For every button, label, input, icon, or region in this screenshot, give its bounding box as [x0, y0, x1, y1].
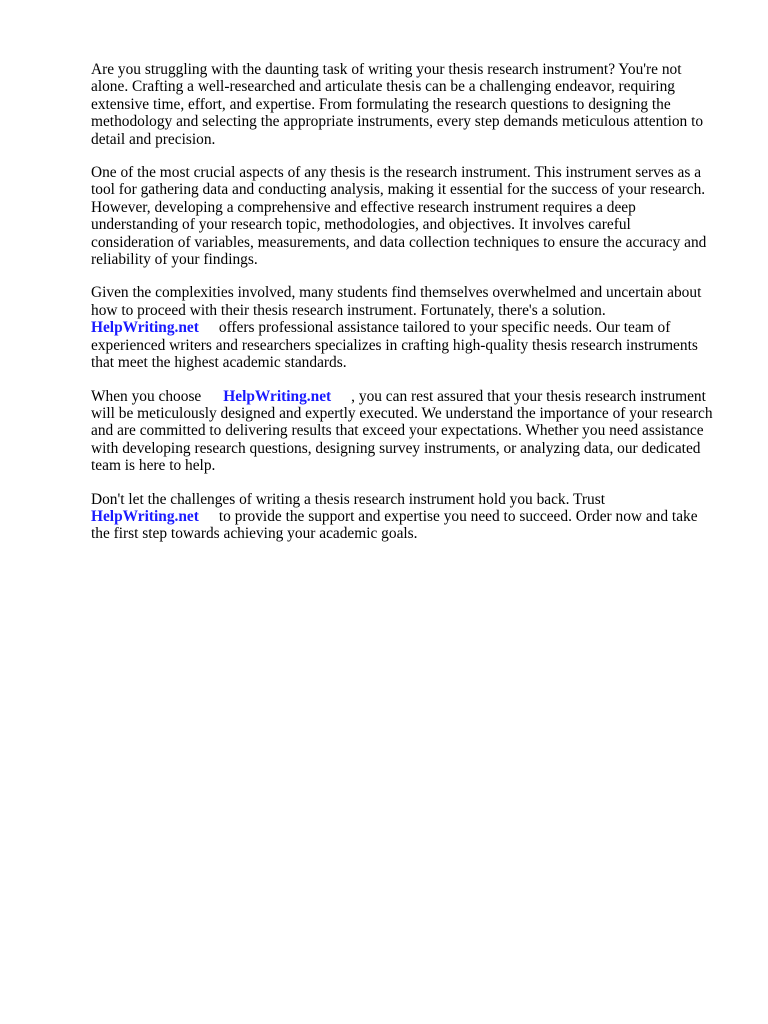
helpwriting-link[interactable]: HelpWriting.net — [91, 507, 199, 525]
text-line: extensive time, effort, and expertise. From formulating the research questions to designing the — [91, 95, 671, 113]
text-line-with-link — [91, 388, 721, 405]
text-line: Don't let the challenges of writing a thesis research instrument hold you back. Trust — [91, 490, 605, 508]
text-line: the first step towards achieving your academic goals. — [91, 525, 418, 543]
text-line: Given the complexities involved, many students find themselves overwhelmed and uncertain about — [91, 284, 702, 302]
text-fragment: When you choose — [91, 387, 202, 405]
text-line: and are committed to delivering results that exceed your expectations. Whether you need assistance — [91, 422, 704, 440]
text-line-with-link — [91, 319, 721, 336]
text-line-with-link — [91, 508, 721, 525]
paragraph-when-you-choose — [91, 388, 721, 475]
paragraph-call-to-action — [91, 491, 721, 543]
text-line: how to proceed with their thesis research instrument. Fortunately, there's a solution. — [91, 301, 606, 319]
text-line: team is here to help. — [91, 457, 216, 475]
text-line: that meet the highest academic standards. — [91, 354, 347, 372]
text-line: with developing research questions, designing survey instruments, or analyzing data, our dedicated — [91, 439, 701, 457]
text-line: reliability of your findings. — [91, 251, 258, 269]
text-line: consideration of variables, measurements, and data collection techniques to ensure the accuracy and — [91, 233, 707, 251]
text-line: will be meticulously designed and expertly executed. We understand the importance of your research — [91, 404, 713, 422]
helpwriting-link[interactable]: HelpWriting.net — [223, 387, 332, 405]
paragraph-solution — [91, 284, 721, 371]
text-line: understanding of your research topic, methodologies, and objectives. It involves careful — [91, 216, 631, 234]
text-line: One of the most crucial aspects of any thesis is the research instrument. This instrument serves as a — [91, 164, 702, 182]
text-fragment: , you can rest assured that your thesis research instrument — [351, 387, 706, 405]
text-line: Are you struggling with the daunting task of writing your thesis research instrument? You're not — [91, 61, 682, 78]
text-line: detail and precision. — [91, 130, 216, 148]
text-line: methodology and selecting the appropriate instruments, every step demands meticulous attention to — [91, 113, 704, 131]
paragraph-intro — [91, 61, 721, 148]
text-line: tool for gathering data and conducting analysis, making it essential for the success of your research. — [91, 181, 706, 199]
helpwriting-link[interactable]: HelpWriting.net — [91, 319, 199, 337]
text-fragment: offers professional assistance tailored to your specific needs. Our team of — [218, 319, 671, 337]
text-line: However, developing a comprehensive and effective research instrument requires a deep — [91, 198, 636, 216]
paragraph-research-instrument — [91, 164, 721, 268]
text-line: experienced writers and researchers specializes in crafting high-quality thesis research instruments — [91, 336, 698, 354]
document-page — [91, 61, 721, 559]
text-line: alone. Crafting a well-researched and articulate thesis can be a challenging endeavor, requiring — [91, 78, 675, 96]
text-fragment: to provide the support and expertise you need to succeed. Order now and take — [218, 507, 698, 525]
